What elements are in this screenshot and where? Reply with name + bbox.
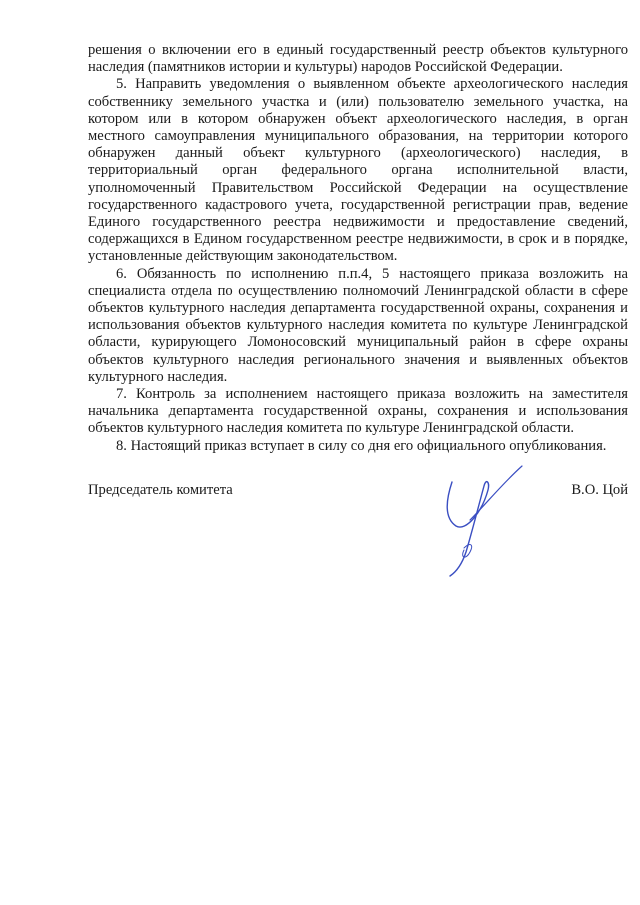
signatory-title: Председатель комитета — [88, 482, 233, 498]
order-text — [88, 42, 628, 455]
item-5: 5. Направить уведомления о выявленном объекте археологического наследия собственнику земельного участка и (или) пользователю земельного участка, на котором или в котором обнаружен объект археологического наследия, в орган местного самоуправления муниципального образования, на территории которого обнаружен данный объект культурного (археологического) наследия, в территориальный орган федерального органа исполнительной власти, уполномоченный Правительством Российской Федерации на осуществление государственного кадастрового учета, государственной регистрации прав, ведение Единого государственного реестра недвижимости и предоставление сведений, содержащихся в Едином государственном реестре недвижимости, в срок и в порядке, установленные действующим законодательством. — [88, 76, 628, 265]
handwritten-signature — [430, 460, 540, 580]
signatory-name: В.О. Цой — [571, 482, 628, 498]
paragraph-continuation: решения о включении его в единый государственный реестр объектов культурного наследия (памятников истории и культуры) народов Российской Федерации. — [88, 42, 628, 76]
item-7: 7. Контроль за исполнением настоящего приказа возложить на заместителя начальника департамента государственной охраны, сохранения и использования объектов культурного наследия комитета по культуре Ленинградской области. — [88, 386, 628, 437]
item-8: 8. Настоящий приказ вступает в силу со дня его официального опубликования. — [116, 437, 607, 454]
item-6: 6. Обязанность по исполнению п.п.4, 5 настоящего приказа возложить на специалиста отдела по осуществлению полномочий Ленинградской области в сфере объектов культурного наследия департамента государственной охраны, сохранения и использования объектов культурного наследия комитета по культуре Ленинградской области, курирующего Ломоносовский муниципальный район в сфере охраны объектов культурного наследия регионального значения и выявленных объектов культурного наследия. — [88, 265, 628, 385]
